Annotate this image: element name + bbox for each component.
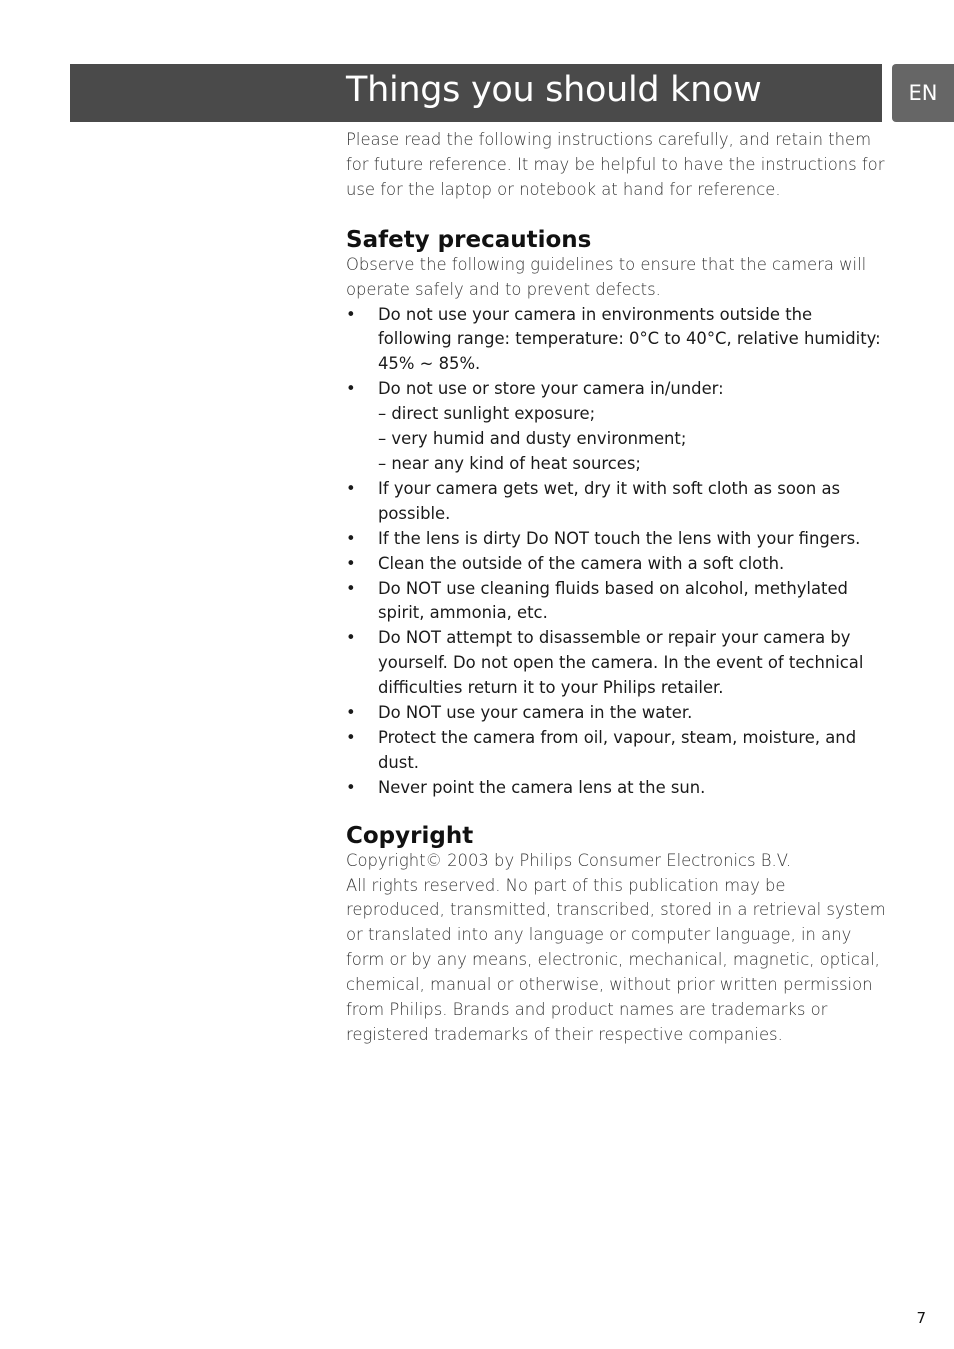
safety-item — [346, 527, 886, 552]
safety-item-text: Protect the camera from oil, vapour, steam, moisture, and dust. — [378, 727, 857, 772]
bullet-marker: • — [346, 478, 356, 498]
bullet-marker: • — [346, 578, 356, 598]
page-number: 7 — [916, 1309, 926, 1327]
safety-item — [346, 552, 886, 577]
safety-item — [346, 477, 886, 527]
safety-item-text: Do NOT attempt to disassemble or repair your camera by yourself. Do not open the camera. In the event of technical difficulties return it to your Philips retailer. — [378, 628, 864, 698]
title-bar — [70, 64, 882, 122]
safety-item-text: If the lens is dirty Do NOT touch the lens with your fingers. — [378, 528, 861, 548]
safety-item — [346, 701, 886, 726]
safety-item-text: Never point the camera lens at the sun. — [378, 777, 706, 797]
intro-paragraph: Please read the following instructions carefully, and retain them for future reference. It may be helpful to have the instructions for use for the laptop or notebook at hand for reference. — [346, 130, 885, 199]
safety-item — [346, 577, 886, 627]
bullet-marker: • — [346, 528, 356, 548]
bullet-marker: • — [346, 553, 356, 573]
bullet-marker: • — [346, 727, 356, 747]
safety-item — [346, 377, 886, 477]
safety-sub-item: – very humid and dusty environment; — [378, 429, 687, 449]
copyright-heading: Copyright — [346, 822, 474, 849]
safety-item — [346, 303, 886, 378]
bullet-marker: • — [346, 703, 356, 723]
safety-list — [346, 303, 886, 801]
bullet-marker: • — [346, 777, 356, 797]
page-title: Things you should know — [346, 70, 762, 110]
safety-item — [346, 626, 886, 701]
copyright-notice: Copyright© 2003 by Philips Consumer Electronics B.V. — [346, 850, 792, 870]
safety-item — [346, 726, 886, 776]
bullet-marker: • — [346, 628, 356, 648]
safety-item-text: Clean the outside of the camera with a soft cloth. — [378, 553, 785, 573]
bullet-marker: • — [346, 379, 356, 399]
safety-sub-item: – near any kind of heat sources; — [378, 453, 641, 473]
safety-heading: Safety precautions — [346, 226, 592, 253]
safety-item-text: If your camera gets wet, dry it with soft cloth as soon as possible. — [378, 478, 841, 523]
safety-item-text: Do NOT use your camera in the water. — [378, 703, 693, 723]
safety-sub-item: – direct sunlight exposure; — [378, 404, 596, 424]
copyright-body: All rights reserved. No part of this publication may be reproduced, transmitted, transcribed, stored in a retrieval system or translated into any language or computer language, in any form or by any means, electronic, mechanical, magnetic, optical, chemical, manual or otherwise, without prior written permission from Philips. Brands and product names are trademarks or registered trademarks of their respective companies. — [346, 875, 886, 1044]
safety-item-text: Do not use or store your camera in/under: — [378, 379, 724, 399]
language-tab: EN — [892, 64, 954, 122]
main-content — [346, 128, 886, 1048]
safety-item-text: Do not use your camera in environments outside the following range: temperature: 0°C to 40°C, relative humidity: 45% ~ 85%. — [378, 304, 881, 374]
safety-intro: Observe the following guidelines to ensure that the camera will operate safely and to prevent defects. — [346, 254, 867, 299]
safety-item — [346, 776, 886, 801]
bullet-marker: • — [346, 304, 356, 324]
safety-item-text: Do NOT use cleaning fluids based on alcohol, methylated spirit, ammonia, etc. — [378, 578, 848, 623]
